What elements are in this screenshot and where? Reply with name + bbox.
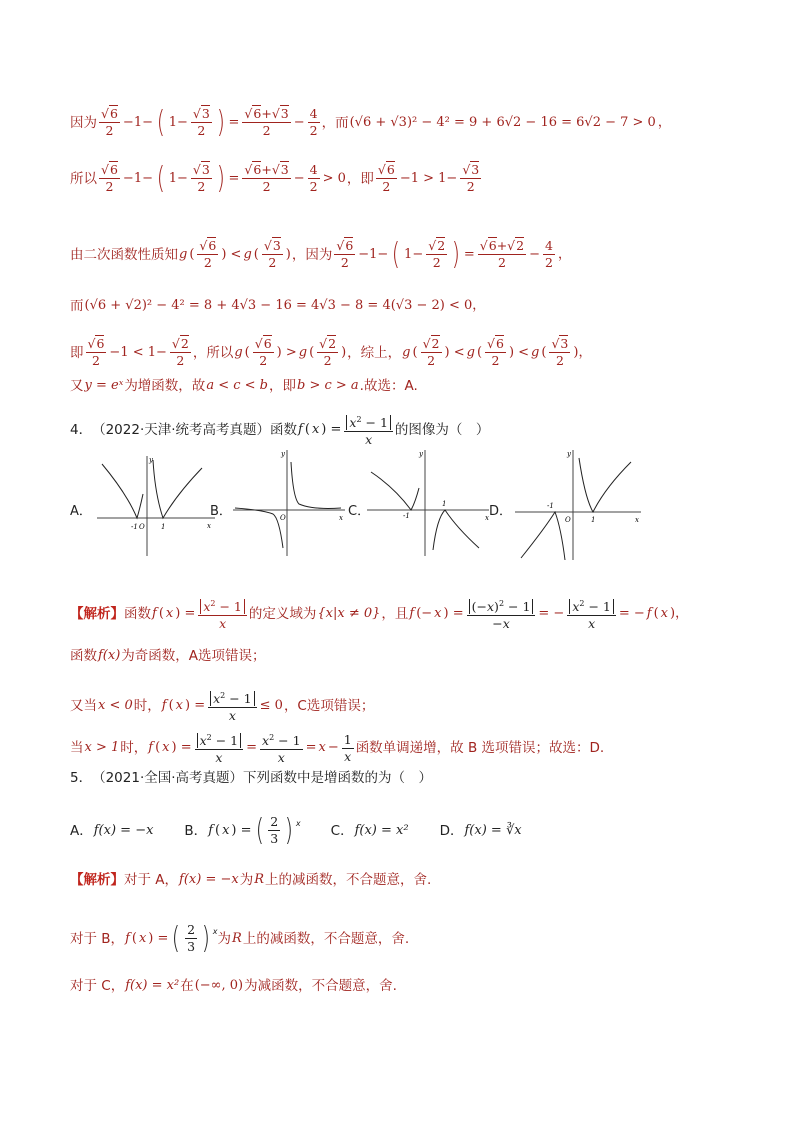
option-d-expression[interactable]: f(x) = ∛x (464, 822, 522, 838)
text: ，而 (321, 114, 349, 131)
solution-5-line-2: 对于 B， f ( x ) = ( $\frac{2}{3}$ ) $^x$ 为 R 上的减函数，不合题意，舍. (70, 920, 410, 956)
text: ，综上， (347, 344, 402, 361)
math-expression: R (254, 872, 264, 887)
text: 在 (180, 978, 194, 994)
question-4: 4． （2022·天津·统考高考真题）函数 f ( x ) = $\frac{x^2 - 1}{x}$ 的图像为（ ） (70, 412, 734, 448)
text: 为 (239, 872, 254, 888)
math-expression: R (232, 930, 242, 946)
text: 函数单调递增，故 B 选项错误；故选：D. (355, 740, 605, 757)
svg-text:O: O (280, 514, 286, 522)
svg-text:y: y (567, 450, 571, 458)
text: 上的减函数，不合题意，舍. (242, 930, 410, 947)
option-a-label[interactable]: A． (70, 504, 92, 519)
text: 上的减函数，不合题意，舍. (265, 872, 432, 888)
solution-line-5: 即 √ $\frac{6}{2}$ −1 < 1− √ $\frac{2}{2}$ ，所以 g ( √ $\frac{6}{2}$ ) > g ( √ $\frac{2}{2}$ ) ，综上， g ( √ $\frac{2}{2}$ ) < g ( √ $\frac{6}{2}$ ) < g ( √ $\frac{3}{2}$ )， (70, 336, 734, 369)
option-graphs (65, 448, 745, 568)
graph-option-c[interactable] (367, 448, 492, 558)
svg-text:O: O (139, 523, 145, 531)
question-5 (70, 768, 734, 788)
option-d-label[interactable]: D． (489, 504, 513, 519)
solution-line-1: 因为 √ $\frac{6}{2}$ −1− ( 1− √ $\frac{3}{2}$ ) = √ $\frac{6+√ 3}{2}$ − $\frac{4}{2}$ ，而 (√6 + √3)² − 4² = 9 + 6√2 − 16 = 6√2 − 7 > 0 ， (70, 106, 734, 139)
solution-5-line-1 (70, 870, 734, 890)
svg-text:y: y (149, 456, 153, 464)
question-number: 4． (70, 422, 93, 439)
option-d-label[interactable]: D． (439, 822, 464, 839)
text: 为减函数，不合题意，舍. (244, 978, 397, 994)
analysis-tag: 【解析】 (70, 872, 124, 888)
math-expression: x > 1 (84, 740, 120, 756)
question-text: （2021·全国·高考真题）下列函数中是增函数的为（ ） (92, 770, 433, 786)
text: 又当 (70, 698, 97, 715)
text: ，且 (381, 606, 409, 623)
math-expression: {x|x ≠ 0} (317, 606, 381, 622)
text: 对于 B， (70, 930, 125, 947)
svg-text:x: x (207, 522, 211, 530)
svg-text:x: x (635, 516, 639, 524)
solution-line-6 (70, 376, 734, 396)
text: 而 (70, 298, 84, 314)
graph-option-a[interactable] (97, 454, 217, 558)
math-expression: b > c > a (296, 378, 359, 393)
svg-text:1: 1 (442, 500, 447, 508)
math-expression: a < c < b (206, 378, 268, 393)
solution-4-line-2 (70, 646, 734, 666)
math-expression: (√6 + √3)² − 4² = 9 + 6√2 − 16 = 6√2 − 7 > 0 (349, 114, 656, 130)
svg-text:-1: -1 (403, 512, 410, 520)
text: 因为 (70, 114, 97, 131)
math-expression: (√6 + √2)² − 4² = 8 + 4√3 − 16 = 4√3 − 8 = 4(√3 − 2) < 0， (84, 298, 486, 313)
math-expression: f(x) (98, 648, 121, 663)
svg-text:x: x (339, 514, 343, 522)
math-expression: f(x) = −x (179, 872, 239, 887)
text: ，C选项错误； (283, 698, 375, 715)
solution-4-line-1: 【解析】 函数 f ( x ) = $\frac{x^2 - 1}{x}$ 的定义域为 {x|x ≠ 0} ，且 f (− x ) = $\frac{(-x)^2 - 1}{-x}$ = − $\frac{x^2 - 1}{x}$ = − f ( x )， (70, 596, 734, 632)
text: ，即 (268, 378, 296, 394)
math-expression: x < 0 (98, 698, 133, 714)
svg-text:x: x (485, 514, 489, 522)
text: 函数 (70, 648, 97, 664)
svg-text:O: O (565, 516, 571, 524)
text: 又 (70, 378, 84, 394)
svg-text:-1: -1 (547, 502, 554, 510)
text: 时， (120, 740, 148, 757)
analysis-tag: 【解析】 (70, 606, 124, 623)
option-b-label[interactable]: B． (210, 504, 232, 519)
text: 即 (70, 344, 84, 361)
text: 的定义域为 (248, 606, 317, 623)
text: 对于 A， (124, 872, 179, 888)
text: ，所以 (192, 344, 234, 361)
math-expression: f(x) = x² (125, 978, 180, 993)
text: 由二次函数性质知 (70, 246, 178, 263)
text: 当 (70, 740, 84, 757)
svg-text:1: 1 (161, 523, 166, 531)
option-a-expression[interactable]: f(x) = −x (93, 822, 154, 838)
option-c-label[interactable]: C． (348, 504, 371, 519)
text: 为 (217, 930, 232, 947)
graph-option-b[interactable] (233, 448, 348, 558)
svg-text:y: y (281, 450, 285, 458)
solution-5-line-3 (70, 976, 734, 996)
option-a-label[interactable]: A． (70, 822, 93, 839)
text: ，即 (346, 170, 374, 187)
question-5-options: A． f(x) = −x B． f ( x ) = ( $\frac{2}{3}$ ) $^x$ C． f(x) = x² D． f(x) = ∛x (70, 812, 522, 848)
question-number: 5． (70, 770, 93, 786)
question-text: （2022·天津·统考高考真题）函数 (92, 422, 298, 439)
option-c-expression[interactable]: f(x) = x² (354, 822, 409, 838)
text: 为奇函数，A选项错误； (121, 648, 266, 664)
math-expression: (−∞, 0) (194, 978, 244, 993)
math-expression: y = eˣ (84, 378, 124, 393)
solution-4-line-4: 当 x > 1 时， f ( x ) = $\frac{x^2 - 1}{x}$ = $\frac{x^2 - 1}{x}$ = x − $\frac{1}{x}$ 函数单调递增，故 B 选项错误；故选：D. (70, 731, 605, 766)
option-c-label[interactable]: C． (330, 822, 354, 839)
text: 所以 (70, 170, 97, 187)
text: 函数 (124, 606, 151, 623)
solution-line-4 (70, 296, 734, 316)
solution-4-line-3: 又当 x < 0 时， f ( x ) = $\frac{x^2 - 1}{x}$ ≤ 0 ，C选项错误； (70, 688, 734, 724)
svg-text:1: 1 (591, 516, 596, 524)
svg-text:-1: -1 (131, 523, 138, 531)
text: 时， (133, 698, 161, 715)
option-b-label[interactable]: B． (184, 822, 208, 839)
text: ，因为 (291, 246, 333, 263)
solution-line-2: 所以 √ $\frac{6}{2}$ −1− ( 1− √ $\frac{3}{2}$ ) = √ $\frac{6+√ 3}{2}$ − $\frac{4}{2}$ > 0 ，即 √ $\frac{6}{2}$ −1 > 1− √ $\frac{3}{2}$ (70, 162, 734, 195)
svg-text:y: y (419, 450, 423, 458)
solution-line-3: 由二次函数性质知 g ( √ $\frac{6}{2}$ ) < g ( √ $\frac{3}{2}$ ) ，因为 √ $\frac{6}{2}$ −1− ( 1− √ $\frac{2}{2}$ ) = √ $\frac{6+√ 2}{2}$ − $\frac{4}{2}$ ， (70, 238, 734, 271)
question-text: 的图像为（ ） (394, 422, 490, 439)
text: 为增函数，故 (124, 378, 206, 394)
text: 对于 C， (70, 978, 125, 994)
text: .故选：A. (359, 378, 418, 394)
graph-option-d[interactable] (515, 448, 643, 564)
